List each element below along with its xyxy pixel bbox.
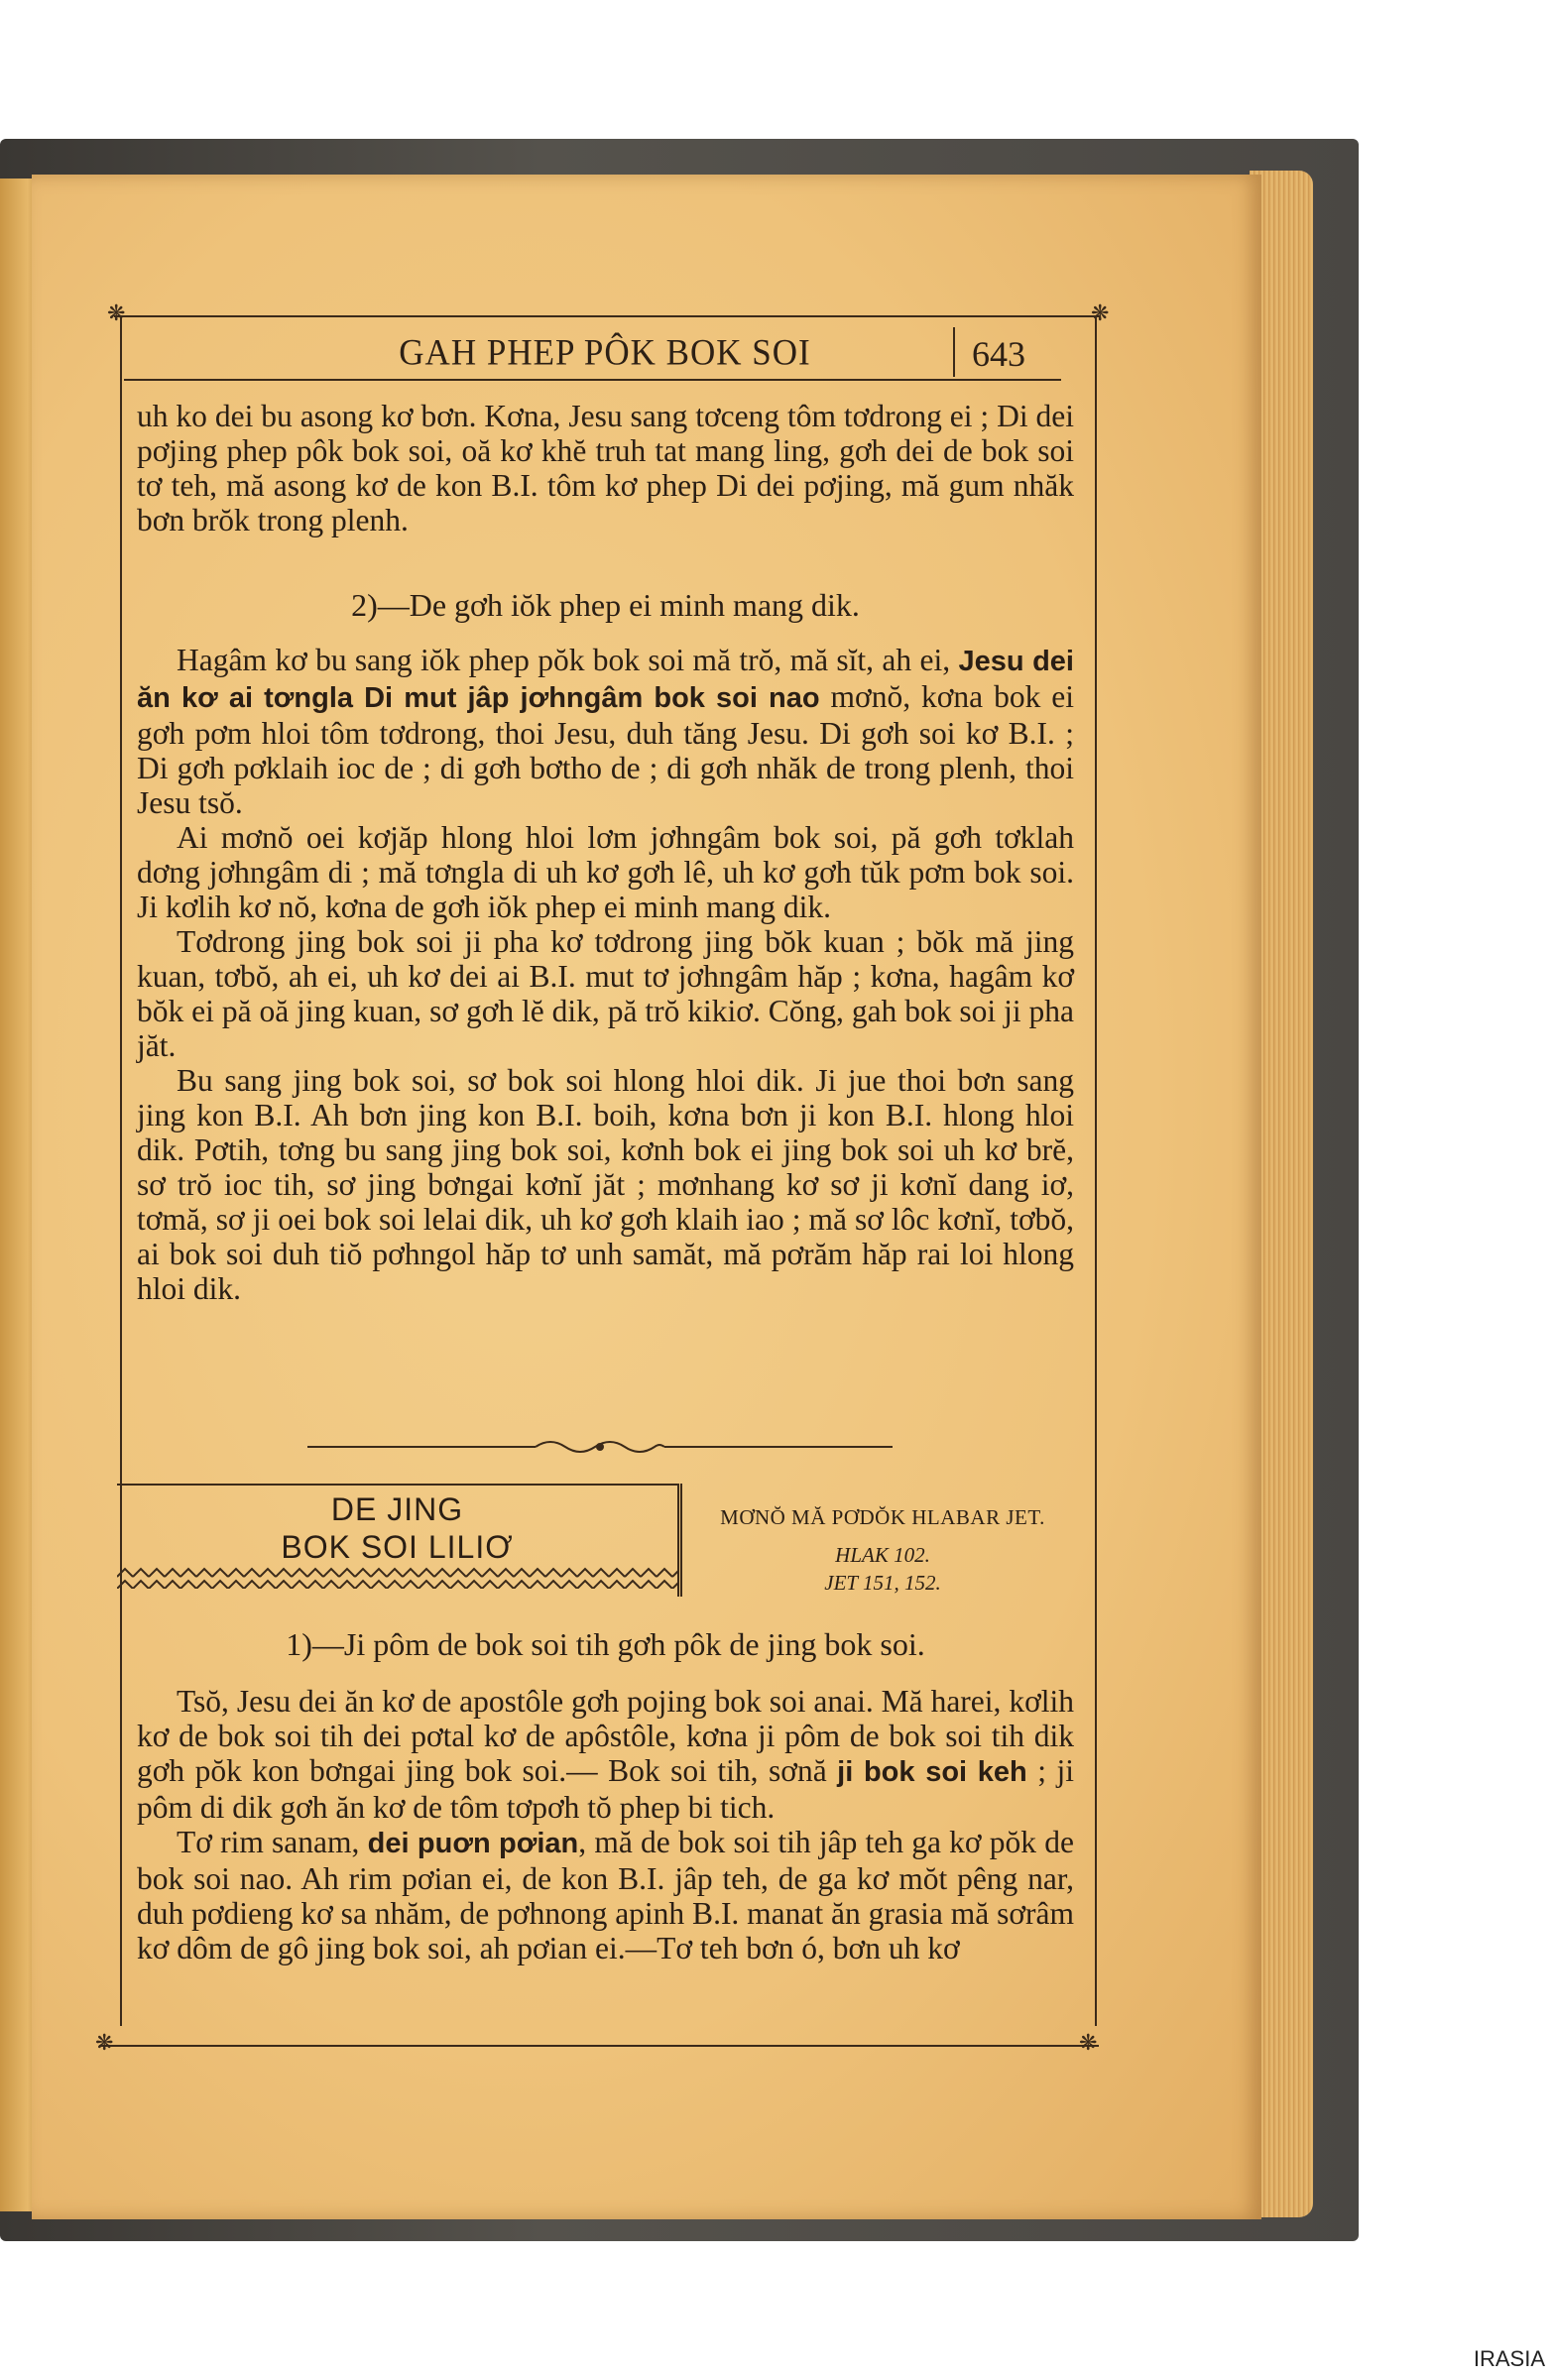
ornamental-border-icon xyxy=(117,1567,677,1591)
paragraph xyxy=(137,1825,1074,1965)
paragraph xyxy=(137,1684,1074,1825)
paragraph xyxy=(137,643,1074,820)
text-block-1 xyxy=(137,399,1074,537)
text-block-2 xyxy=(137,643,1074,1306)
header-rule xyxy=(124,379,1061,381)
section-title-line1: DE JING xyxy=(330,1491,464,1527)
bold-phrase: ji bok soi keh xyxy=(837,1756,1027,1788)
paragraph: Bu sang jing bok soi, sơ bok soi hlong hloi dik. Ji jue thoi bơn sang jing kon B.I. Ah bơn jing kon B.I. boih, kơna bơn ji kon B.I. hlong hloi dik. Pơtih, tơng bu sang jing bok soi, kơnh bok ei jing bok soi uh kơ brĕ, sơ trŏ ioc tih, sơ jing bơngai kơnĭ jăt ; mơnhang kơ sơ ji kơnĭ dang iơ, tơmă, sơ ji oei bok soi lelai dik, uh kơ gơh klaih iao ; mă sơ lôc kơnĭ, tơbŏ, ai bok soi duh tiŏ pơhngol hăp tơ unh samăt, mă pơrăm hăp rai loi hlong hloi dik. xyxy=(137,1063,1074,1306)
bold-phrase: dei puơn pơian xyxy=(367,1828,579,1859)
paragraph: Ai mơnŏ oei kơjăp hlong hloi lơm jơhngâm bok soi, pă gơh tơklah dơng jơhngâm di ; mă tơngla di uh kơ gơh lê, uh kơ gơh tŭk pơm bok soi. Ji kơlih kơ nŏ, kơna de gơh iŏk phep ei minh mang dik. xyxy=(137,820,1074,924)
section-title-line2: BOK SOI LILIƠ xyxy=(281,1529,514,1565)
decorative-rule-icon xyxy=(307,1436,893,1458)
frame-bottom-rule xyxy=(99,2045,1099,2047)
paragraph-text: Tsŏ, Jesu dei ăn kơ de apostôle gơh pojing bok soi anai. Mă harei, kơlih kơ de bok soi tih dei pơtal kơ de apôstôle, kơna ji pôm de bok soi tih dik gơh pŏk kon bơngai jing bok soi.— Bok soi tih, sơnă xyxy=(137,1684,1074,1788)
sidenote-reference: HLAK 102. xyxy=(835,1543,930,1567)
section-heading-3: 1)—Ji pôm de bok soi tih gơh pôk de jing bok soi. xyxy=(286,1626,925,1662)
paragraph-text: ; ji pôm di dik gơh ăn kơ de tôm tơpơh tŏ phep bi tich. xyxy=(137,1753,1074,1825)
sidenote-reference: JET 151, 152. xyxy=(824,1571,941,1595)
frame-left-rule xyxy=(120,315,122,2026)
running-head: GAH PHEP PÔK BOK SOI xyxy=(399,332,811,373)
section-heading-2: 2)—De gơh iŏk phep ei minh mang dik. xyxy=(351,587,860,623)
corner-ornament-icon: ❋ xyxy=(107,301,126,326)
paragraph-text: , mă de bok soi tih jâp teh ga kơ pŏk de bok soi nao. Ah rim pơian ei, de kon B.I. jâp teh, de ga kơ mŏt pêng nar, duh pơdieng kơ sa nhăm, de pơhnong apinh B.I. manat ăn grasia mă sơrâm kơ dôm de gô jing bok soi, ah pơian ei.—Tơ teh bơn ó, bơn uh kơ xyxy=(137,1825,1074,1965)
corner-ornament-icon: ❋ xyxy=(95,2031,114,2056)
paragraph-text: Hagâm kơ bu sang iŏk phep pŏk bok soi mă trŏ, mă sĭt, ah ei, xyxy=(177,643,959,677)
sidenote-title: MƠNŎ MĂ PƠDŎK HLABAR JET. xyxy=(720,1505,1045,1529)
page-number: 643 xyxy=(972,334,1025,374)
frame-right-rule xyxy=(1095,315,1097,2026)
frame-top-rule xyxy=(114,315,1101,317)
corner-ornament-icon: ❋ xyxy=(1079,2031,1098,2056)
corner-ornament-icon: ❋ xyxy=(1091,301,1110,326)
paragraph-text: mơnŏ, kơna bok ei gơh pơm hloi tôm tơdrong, thoi Jesu, duh tăng Jesu. Di gơh soi kơ B.I. ; Di gơh pơklaih ioc de ; di gơh bơtho de ; di gơh nhăk de trong plenh, thoi Jesu tsŏ. xyxy=(137,679,1074,820)
paragraph-text: Tơ rim sanam, xyxy=(177,1825,368,1859)
bold-phrase: Jesu dei ăn kơ ai tơngla Di mut jâp jơhngâm bok soi nao xyxy=(137,646,1074,714)
header-divider xyxy=(953,327,955,377)
paragraph: Tơdrong jing bok soi ji pha kơ tơdrong jing bŏk kuan ; bŏk mă jing kuan, tơbŏ, ah ei, uh kơ dei ai B.I. mut tơ jơhngâm hăp ; kơna, hagâm kơ bŏk ei pă oă jing kuan, sơ gơh lĕ dik, pă trŏ kikiơ. Cŏng, gah bok soi ji pha jăt. xyxy=(137,924,1074,1063)
text-block-3 xyxy=(137,1684,1074,1965)
paragraph: uh ko dei bu asong kơ bơn. Kơna, Jesu sang tơceng tôm tơdrong ei ; Di dei pơjing phep pôk bok soi, oă kơ khĕ truh tat mang ling, gơh dei de bok soi tơ teh, mă asong kơ de kon B.I. tôm kơ phep Di dei pơjing, mă gum nhăk bơn brŏk trong plenh. xyxy=(137,399,1074,537)
box-side-rule xyxy=(680,1484,682,1597)
watermark: IRASIA xyxy=(1473,2346,1545,2371)
